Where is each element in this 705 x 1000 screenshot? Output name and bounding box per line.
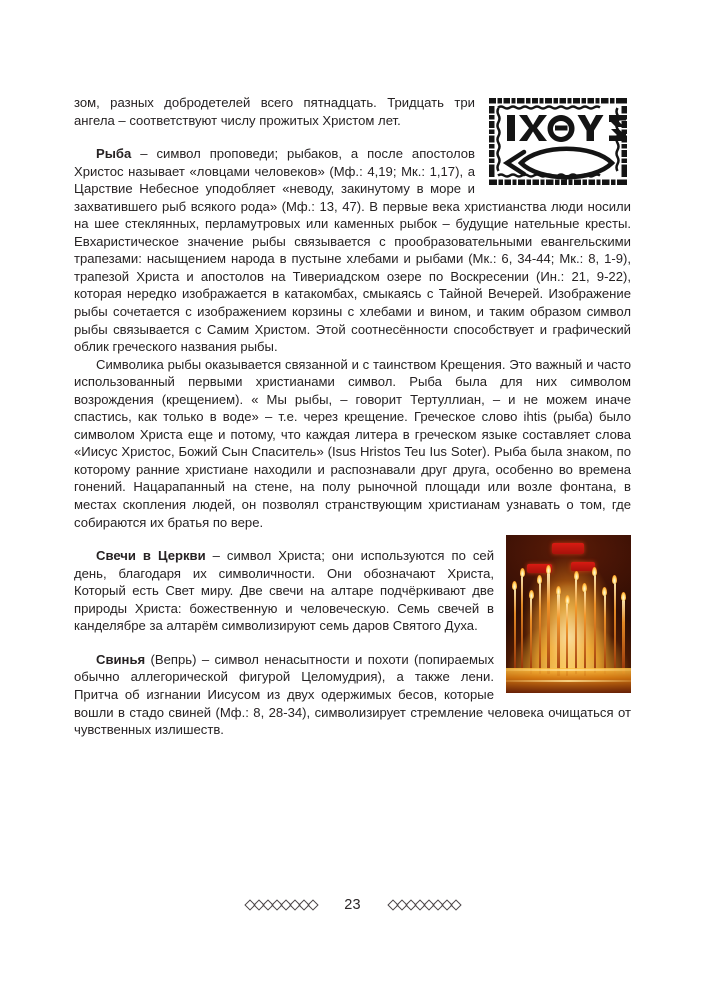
candle-flame (556, 586, 561, 595)
entry-fish-symbolism: Символика рыбы оказывается связанной и с таинством Крещения. Это важный и часто использованный первыми христианами символ. Рыба была для них символом возрождения (крещением). « Мы рыбы, – говорит Тертуллиан, – и не можем иначе спастись, как только в воде» – т.е. через крещение. Греческое слово ihtis (рыба) было символом Христа еще и потому, что каждая литера в греческом языке составляет слова «Иисус Христос, Божий Сын Спаситель» (Isus Hristos Teu Ius Soter). Рыба была знаком, по которому ранние христиане находили и распознавали друг друга, особенно во времена гонений. Нацарапанный на стене, на полу рыночной площади или возле фонтана, в местах скопления людей, он позволял странствующим христианам узнавать о том, где собираются их братья по вере. (74, 356, 631, 530)
red-candle-cluster-top (552, 543, 583, 554)
candle-stick (614, 583, 616, 675)
candle-stick (521, 576, 523, 671)
candle-stick (575, 579, 577, 674)
candle-stick (584, 590, 586, 675)
candle-stick (622, 600, 624, 674)
ichthys-fish-figure (485, 94, 631, 189)
candle-flame (612, 575, 617, 584)
page-number: 23 (344, 897, 361, 913)
candle-flame (574, 571, 579, 580)
candle-stick (557, 594, 559, 676)
page-footer (74, 897, 631, 913)
candle-flame (621, 592, 626, 601)
candle-flame (529, 590, 534, 599)
candle-stick (530, 598, 532, 674)
candle-flame (512, 581, 517, 590)
diamond-icon (450, 899, 461, 910)
entry-pig-lead: Свинья (96, 651, 146, 667)
church-candles-image (506, 535, 631, 693)
ornament-left (246, 901, 317, 909)
entry-candles-lead: Свечи в Церкви (96, 548, 206, 564)
diamond-icon (307, 899, 318, 910)
candle-stand-rim (506, 680, 631, 682)
entry-fish-lead: Рыба (96, 146, 132, 162)
ornament-right (389, 901, 460, 909)
entry-pig-text: (Вепрь) – символ ненасытности и похоти (попираемых обычно аллегорической фигурой Целомудрия), а также лени. Притча об изгнании Иисусом из двух одержимых бесов, которые вошли в стадо свиней (Мф.: 8, 28-34), символизирует стремление человека очищаться от чувственных излишеств. (74, 651, 631, 738)
candle-flame (537, 575, 542, 584)
candle-flame (520, 568, 525, 577)
candle-stick (514, 589, 516, 671)
entry-candles-text: – символ Христа; они используются по сей день, благодаря их символичности. Они обозначают Христа, Который есть Свет миру. Две свечи на алтаре подчёркивают две природы Христа: божественную и человеческую. Семь свечей в канделябре за алтарём символизируют семь даров Святого Духа. (74, 548, 495, 634)
candle-stick (547, 573, 549, 674)
red-candle-cluster-right (571, 562, 595, 571)
candle-stand-rim (506, 669, 631, 671)
candle-stick (604, 595, 606, 674)
church-candles-figure (506, 535, 631, 693)
ichthys-fish-icon (485, 94, 631, 189)
candle-flame (565, 595, 570, 604)
candle-stick (594, 575, 596, 673)
entry-fish-text: – символ проповеди; рыбаков, а после апостолов Христос называет «ловцами человеков» (Мф.: 4,19; Мк.: 1,17), а Царствие Небесное уподобляет «неводу, закинутому в море и захватившего рыб всякого рода» (Мф.: 13, 47). В первые века христианства люди носили на шее стеклянных, перламутровых или каменных рыбок – будущие нательные кресты. Евхаристическое значение рыбы связывается с прообразовательными евангельскими трапезами: насыщением народа в пустыне хлебами и рыбами (Мк.: 6, 34-44; Мк.: 8, 1-9), трапезой Христа и апостолов на Тивериадском озере по Воскресении (Ин.: 21, 9-22), которая нередко изображается в катакомбах, смыкаясь с Тайной Вечерей. Изображение рыбы сочетается с изображением корзины с хлебами и вином, и таким образом символ рыбы связывается с Самим Христом. Этой соотнесённости способствует и графический облик греческого названия рыбы. (74, 146, 631, 355)
page-text-column (74, 94, 631, 739)
paragraph-continuation: зом, разных добродетелей всего пятнадцать. Тридцать три ангела – соответствуют числу прожитых Христом лет. (74, 95, 475, 128)
candle-flame (592, 567, 597, 576)
candle-flame (546, 565, 551, 574)
candle-stick (539, 583, 541, 675)
